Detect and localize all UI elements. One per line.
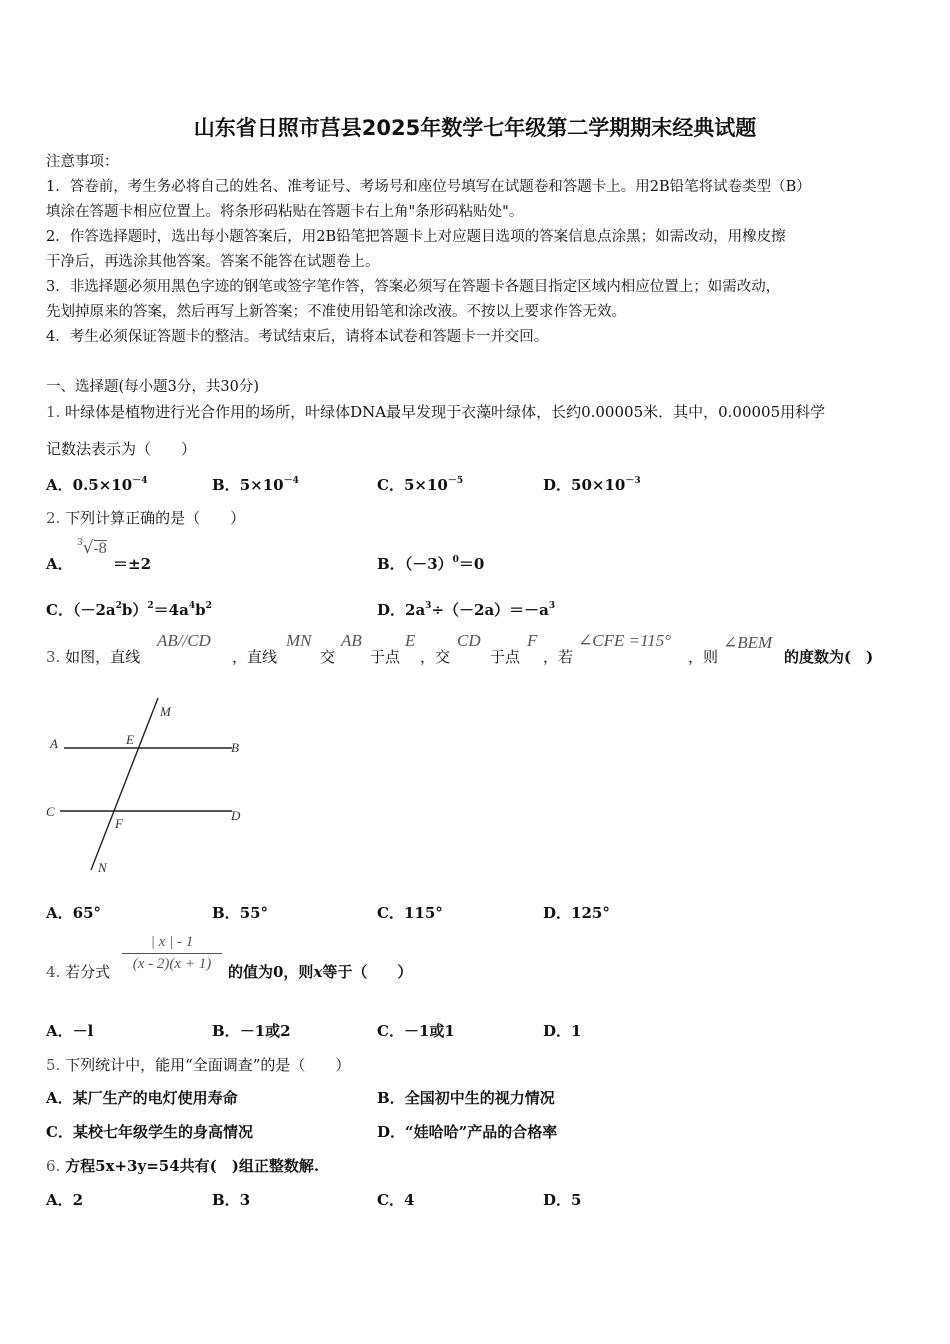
math-f: F: [527, 631, 538, 650]
math-mn: MN: [286, 631, 312, 650]
notice-line: 3．非选择题必须用黑色字迹的钢笔或签字笔作答，答案必须写在答题卡各题目指定区域内相应位置上；如需改动，: [46, 279, 781, 295]
question-5: [46, 1054, 350, 1075]
notice-line: 4．考生必须保证答题卡的整洁。考试结束后，请将本试卷和答题卡一并交回。: [46, 329, 549, 345]
option-c: C．－1或1: [377, 1022, 455, 1040]
option-a: A．2: [46, 1191, 84, 1209]
line-mn: [91, 698, 158, 870]
label-c: C: [46, 804, 55, 819]
parallel-lines-figure: [40, 690, 260, 880]
option-a-expression: $^3$√-8: [77, 538, 108, 558]
question-number: 4.: [46, 963, 61, 981]
option-b: B．3: [212, 1191, 251, 1209]
notice-heading: 注意事项：: [46, 154, 119, 170]
math-angle-cfe: ∠CFE =115°: [578, 631, 672, 650]
option-d: D．“娃哈哈”产品的合格率: [377, 1123, 558, 1141]
option-b: B．－1或2: [212, 1022, 291, 1040]
question-1: [46, 401, 825, 422]
question-number: 6.: [46, 1157, 61, 1175]
question-2: [46, 507, 245, 528]
notice-line: 先划掉原来的答案，然后再写上新答案；不准使用铅笔和涂改液。不按以上要求作答无效。: [46, 304, 626, 320]
question-4: 4. 若分式: [46, 963, 111, 981]
option-a: A．某厂生产的电灯使用寿命: [46, 1089, 238, 1107]
option-d: D．5: [543, 1191, 582, 1209]
fraction-numerator: | x | - 1: [122, 934, 222, 954]
notice-line: 2．作答选择题时，选出每小题答案后，用2B铅笔把答题卡上对应题目选项的答案信息点涂黑；如需改动，用橡皮擦: [46, 229, 786, 245]
label-b: B: [231, 740, 239, 755]
question-number: 3.: [46, 648, 61, 666]
option-c: C．4: [377, 1191, 415, 1209]
radicand: -8: [93, 541, 108, 557]
option-a-label: A．: [46, 555, 73, 573]
question-number: 5.: [46, 1056, 61, 1074]
question-3: 3. 如图，直线: [46, 648, 141, 666]
notice-line: 填涂在答题卡相应位置上。将条形码粘贴在答题卡右上角"条形码粘贴处"。: [46, 204, 524, 220]
question-number: 2.: [46, 509, 61, 527]
section-heading: 一、选择题(每小题3分，共30分): [46, 379, 259, 395]
option-a-result: ＝±2: [113, 555, 152, 573]
fraction: [122, 934, 222, 973]
question-4-cont: 的值为0，则x等于（ ）: [228, 963, 413, 981]
option-b: B．55°: [212, 904, 269, 922]
option-d: D．125°: [543, 904, 610, 922]
label-e: E: [126, 732, 134, 747]
question-text: 下列计算正确的是（ ）: [65, 509, 246, 527]
option-d: D．1: [543, 1022, 582, 1040]
root-index: 3: [77, 538, 83, 548]
option-d: D．$2a^3\div(-2a)=-a^3$: [377, 601, 556, 619]
math-angle-bem: ∠BEM: [723, 633, 773, 652]
option-b: B．$5\times 10^{-4}$: [212, 476, 299, 494]
option-c: C．某校七年级学生的身高情况: [46, 1123, 253, 1141]
option-a: A．65°: [46, 904, 102, 922]
notice-line: 干净后，再选涂其他答案。答案不能答在试题卷上。: [46, 254, 380, 270]
option-a: A．－l: [46, 1022, 94, 1040]
question-text: 叶绿体是植物进行光合作用的场所，叶绿体DNA最早发现于衣藻叶绿体，长约0.00005米．其中，0.00005用科学: [65, 403, 826, 421]
label-d: D: [231, 808, 241, 823]
option-c: C．115°: [377, 904, 443, 922]
label-m: M: [160, 704, 171, 719]
question-text: 下列统计中，能用“全面调查”的是（ ）: [65, 1056, 351, 1074]
label-f: F: [115, 816, 123, 831]
question-text: 方程5x+3y=54共有( )组正整数解.: [65, 1157, 320, 1175]
math-ab: AB: [341, 631, 362, 650]
fraction-denominator: (x - 2)(x + 1): [132, 956, 212, 972]
option-c: C．$(-2a^2b)^2=4a^4b^2$: [46, 601, 212, 619]
notice-line: 1．答卷前，考生务必将自己的姓名、准考证号、考场号和座位号填写在试题卷和答题卡上。用2B铅笔将试卷类型（B）: [46, 179, 811, 195]
label-n: N: [98, 860, 107, 875]
option-b: B．$(-3)^0=0$: [377, 555, 485, 573]
option-a: A．$0.5\times 10^{-4}$: [46, 476, 148, 494]
question-1-cont: 记数法表示为（ ）: [46, 440, 197, 458]
option-b: B．全国初中生的视力情况: [377, 1089, 555, 1107]
math-ab-parallel-cd: AB//CD: [157, 631, 211, 650]
label-a: A: [50, 736, 58, 751]
math-e: E: [405, 631, 416, 650]
option-c: C．$5\times 10^{-5}$: [377, 476, 464, 494]
question-6: [46, 1155, 319, 1176]
question-number: 1.: [46, 403, 61, 421]
page-title: 山东省日照市莒县2025年数学七年级第二学期期末经典试题: [193, 116, 757, 140]
option-d: D．$50\times 10^{-3}$: [543, 476, 641, 494]
math-cd: CD: [457, 631, 481, 650]
